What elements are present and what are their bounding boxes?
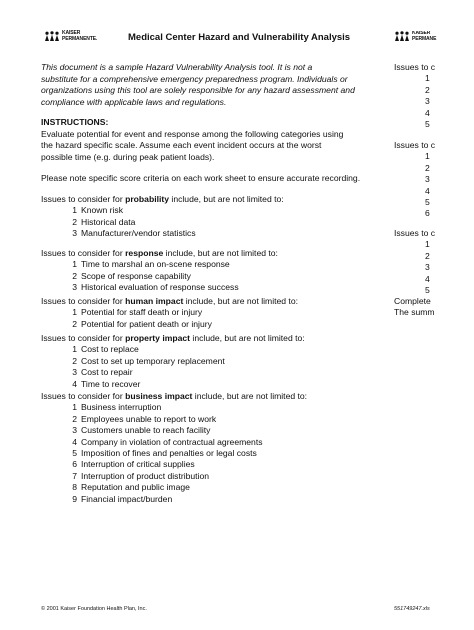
list-item-text: Known risk: [81, 205, 124, 216]
list-item: [41, 459, 307, 470]
list-item-text: Potential for patient death or injury: [81, 318, 212, 329]
instructions-text: [41, 129, 343, 163]
right-group-number: 3: [425, 174, 430, 185]
list-item: [41, 494, 307, 505]
section-heading: [41, 248, 278, 259]
list-item: [41, 437, 307, 448]
section-heading-suffix: include, but are not limited to:: [169, 194, 284, 204]
list-number: 1: [72, 205, 77, 216]
list-item: [41, 402, 307, 413]
right-group-number: 4: [425, 185, 430, 196]
right-group-1: [394, 62, 474, 130]
list-number: 4: [72, 378, 77, 389]
list-number: 2: [72, 318, 77, 329]
disclaimer-line: organizations using this tool are solely responsible for any hazard assessment and: [41, 85, 355, 95]
list-item: [41, 271, 278, 282]
section-heading-suffix: include, but are not limited to:: [183, 296, 298, 306]
right-group-number: 4: [425, 107, 430, 118]
right-summary-text: The summ: [394, 307, 435, 318]
list-item-text: Employees unable to report to work: [81, 413, 217, 424]
list-number: 8: [72, 482, 77, 493]
section-probability: [41, 194, 284, 240]
section-response: [41, 248, 278, 294]
list-number: 1: [72, 307, 77, 318]
list-item: [41, 319, 298, 330]
right-group-number: 2: [425, 84, 430, 95]
list-item-text: Cost to replace: [81, 344, 139, 355]
list-number: 2: [72, 355, 77, 366]
footer-filename: 551749247.xls: [394, 606, 430, 612]
kaiser-logo: [44, 31, 97, 42]
page-title: Medical Center Hazard and Vulnerability Analysis: [128, 32, 351, 43]
section-business-impact: [41, 391, 307, 505]
section-property-impact: [41, 333, 305, 390]
right-group-3: [394, 228, 474, 296]
logo-line-1: KAISER: [62, 30, 81, 36]
list-number: 6: [72, 459, 77, 470]
right-group-number: 5: [425, 119, 430, 130]
right-group-header: Issues to c: [394, 228, 436, 238]
list-item-text: Historical data: [81, 216, 136, 227]
section-keyword: business impact: [125, 391, 193, 401]
section-heading-suffix: include, but are not limited to:: [192, 391, 308, 401]
right-group-header: Issues to c: [394, 140, 436, 150]
footer-copyright: © 2001 Kaiser Foundation Health Plan, Inc.: [41, 606, 147, 612]
right-group-number: 1: [425, 73, 430, 84]
list-number: 2: [72, 216, 77, 227]
list-item-text: Scope of response capability: [81, 270, 191, 281]
score-note: Please note specific score criteria on each work sheet to ensure accurate recording.: [41, 173, 361, 183]
logo-right-line-1: KAISER: [412, 31, 431, 36]
section-heading: [41, 296, 298, 307]
list-item-text: Historical evaluation of response success: [81, 282, 239, 293]
logo-right-line-2: PERMANE: [412, 35, 437, 42]
list-item: [41, 471, 307, 482]
section-heading-suffix: include, but are not limited to:: [190, 333, 305, 343]
section-heading: [41, 333, 305, 344]
right-group-number: 5: [425, 285, 430, 296]
list-item-text: Interruption of critical supplies: [81, 459, 195, 470]
list-item: [41, 425, 307, 436]
section-keyword: property impact: [125, 333, 191, 343]
list-number: 3: [72, 228, 77, 239]
list-item: [41, 205, 284, 216]
right-group-2: [394, 140, 474, 220]
section-heading-prefix: Issues to consider for: [41, 391, 126, 401]
list-item-text: Time to recover: [81, 378, 141, 389]
list-item: [41, 217, 284, 228]
list-item: [41, 448, 307, 459]
logo-wordmark-right: [412, 31, 436, 42]
list-item-text: Time to marshal an on-scene response: [81, 259, 230, 270]
list-item: [41, 228, 284, 239]
right-group-number: 2: [425, 250, 430, 261]
section-keyword: human impact: [125, 296, 184, 306]
kaiser-logo-icon: [394, 31, 410, 42]
section-heading-prefix: Issues to consider for: [41, 296, 126, 306]
list-item: [41, 414, 307, 425]
list-item-text: Cost to repair: [81, 367, 133, 378]
logo-line-2: PERMANENTE.: [62, 35, 98, 42]
right-group-number: 1: [425, 151, 430, 162]
logo-wordmark: [62, 31, 97, 42]
list-item: [41, 282, 278, 293]
list-item-text: Manufacturer/vendor statistics: [81, 228, 196, 239]
list-number: 1: [72, 259, 77, 270]
list-item-text: Imposition of fines and penalties or legal costs: [81, 448, 257, 459]
list-number: 4: [72, 436, 77, 447]
list-number: 1: [72, 402, 77, 413]
right-group-number: 1: [425, 239, 430, 250]
list-item-text: Business interruption: [81, 402, 162, 413]
kaiser-logo-icon: [44, 31, 60, 42]
list-number: 1: [72, 344, 77, 355]
list-item-text: Cost to set up temporary replacement: [81, 355, 225, 366]
disclaimer-line: This document is a sample Hazard Vulnerability Analysis tool. It is not a: [41, 62, 313, 72]
list-item-text: Potential for staff death or injury: [81, 307, 203, 318]
list-item: [41, 307, 298, 318]
section-human-impact: [41, 296, 298, 330]
list-item-text: Interruption of product distribution: [81, 470, 210, 481]
right-group-number: 3: [425, 262, 430, 273]
right-complete-text: Complete: [394, 296, 431, 306]
list-item-text: Financial impact/burden: [81, 493, 173, 504]
right-group-number: 6: [425, 208, 430, 219]
list-number: 3: [72, 282, 77, 293]
list-number: 3: [72, 425, 77, 436]
list-item: [41, 379, 305, 390]
list-item: [41, 367, 305, 378]
right-summary: [394, 296, 474, 319]
instructions-line: Evaluate potential for event and response among the following categories using: [41, 129, 344, 139]
list-number: 5: [72, 448, 77, 459]
list-item: [41, 259, 278, 270]
list-number: 2: [72, 413, 77, 424]
section-heading: [41, 391, 307, 402]
disclaimer-line: substitute for a comprehensive emergency preparedness program. Individuals or: [41, 73, 348, 84]
right-group-number: 3: [425, 96, 430, 107]
list-item: [41, 356, 305, 367]
section-heading-prefix: Issues to consider for: [41, 333, 126, 343]
instructions-heading: INSTRUCTIONS:: [41, 117, 109, 127]
section-heading-prefix: Issues to consider for: [41, 194, 126, 204]
right-group-number: 2: [425, 162, 430, 173]
instructions-line: the hazard specific scale. Assume each event incident occurs at the worst: [41, 140, 322, 151]
instructions-line: possible time (e.g. during peak patient loads).: [41, 151, 215, 162]
list-number: 3: [72, 367, 77, 378]
right-group-header: Issues to c: [394, 62, 436, 72]
kaiser-logo-right: [394, 31, 474, 42]
disclaimer: [41, 62, 355, 108]
section-keyword: response: [125, 248, 164, 258]
section-keyword: probability: [125, 194, 170, 204]
section-heading: [41, 194, 284, 205]
list-item: [41, 344, 305, 355]
section-heading-prefix: Issues to consider for: [41, 248, 126, 258]
right-group-number: 4: [425, 273, 430, 284]
list-item: [41, 482, 307, 493]
right-group-number: 5: [425, 197, 430, 208]
list-number: 7: [72, 470, 77, 481]
section-heading-suffix: include, but are not limited to:: [163, 248, 278, 258]
disclaimer-line: compliance with applicable laws and regulations.: [41, 96, 227, 107]
list-number: 2: [72, 270, 77, 281]
list-item-text: Customers unable to reach facility: [81, 425, 211, 436]
list-item-text: Reputation and public image: [81, 482, 190, 493]
list-item-text: Company in violation of contractual agreements: [81, 436, 263, 447]
list-number: 9: [72, 493, 77, 504]
